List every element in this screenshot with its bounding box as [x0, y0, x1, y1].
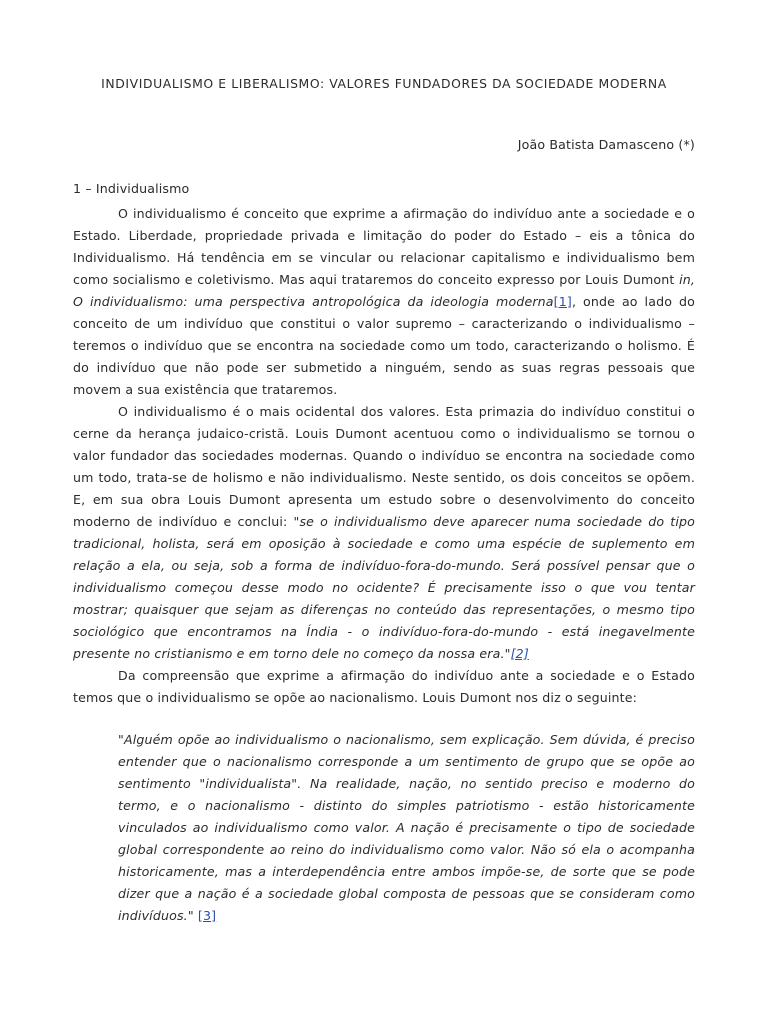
block-quote-paragraph: [118, 729, 695, 927]
footnote-link-2[interactable]: [2]: [510, 646, 529, 661]
inline-quote: "se o individualismo deve aparecer numa sociedade do tipo tradicional, holista, será em oposição à sociedade e como uma espécie de suplemento em relação a ela, ou seja, sob a forma de indivíduo-fora-do-mundo. Será possível pensar que o individualismo começou desse modo no ocidente? É precisamente isso o que vou tentar mostrar; quaisquer que sejam as diferenças no conteúdo das representações, o mesmo tipo sociológico que encontramos na Índia - o indivíduo-fora-do-mundo - está inegavelmente presente no cristianismo e em torno dele no começo da nossa era.": [73, 514, 696, 661]
block-quote: [118, 729, 695, 927]
footnote-link-1[interactable]: [1]: [553, 294, 572, 309]
footnote-link-3[interactable]: [3]: [197, 908, 217, 923]
paragraph-1: [73, 203, 695, 401]
paragraph-1-in: in,: [679, 272, 695, 287]
paragraph-2: [73, 401, 695, 665]
paragraph-3: Da compreensão que exprime a afirmação do indivíduo ante a sociedade e o Estado temos que o individualismo se opõe ao nacionalismo. Louis Dumont nos diz o seguinte:: [73, 668, 695, 705]
block-quote-text: "Alguém opõe ao individualismo o nacionalismo, sem explicação. Sem dúvida, é preciso entender que o nacionalismo corresponde a um sentimento de grupo que se opõe ao sentimento "individualista". Na realidade, nação, no sentido preciso e moderno do termo, e o nacionalismo - distinto do simples patriotismo - estão historicamente vinculados ao individualismo como valor. A nação é precisamente o tipo de sociedade global correspondente ao reino do individualismo como valor. Não só ela o acompanha historicamente, mas a interdependência entre ambos impõe-se, de sorte que se pode dizer que a nação é a sociedade global composta de pessoas que se consideram como indivíduos.": [118, 732, 695, 923]
section-heading: 1 – Individualismo: [73, 181, 190, 196]
body-text: [73, 203, 695, 709]
book-title: O individualismo: uma perspectiva antropológica da ideologia moderna: [73, 294, 554, 309]
author-line: João Batista Damasceno (*): [517, 137, 695, 152]
paragraph-1-text-a: O individualismo é conceito que exprime a afirmação do indivíduo ante a sociedade e o Estado. Liberdade, propriedade privada e limitação do poder do Estado – eis a tônica do Individualismo. Há tendência em se vincular ou relacionar capitalismo e individualismo bem como socialismo e coletivismo. Mas aqui trataremos do conceito expresso por Louis Dumont: [73, 206, 695, 287]
paragraph-1-text-b: , onde ao lado do conceito de um indivíduo que constitui o valor supremo – caracterizando o individualismo – teremos o indivíduo que se encontra na sociedade como um todo, caracterizando o holismo. É do indivíduo que não pode ser submetido a ninguém, sendo as suas regras pessoais que movem a sua existência que trataremos.: [73, 294, 695, 397]
paragraph-2-text: O individualismo é o mais ocidental dos valores. Esta primazia do indivíduo constitui o cerne da herança judaico-cristã. Louis Dumont acentuou como o individualismo se tornou o valor fundador das sociedades modernas. Quando o indivíduo se encontra na sociedade como um todo, trata-se de holismo e não individualismo. Neste sentido, os dois conceitos se opõem. E, em sua obra Louis Dumont apresenta um estudo sobre o desenvolvimento do conceito moderno de indivíduo e conclui:: [73, 404, 695, 529]
document-title: INDIVIDUALISMO E LIBERALISMO: VALORES FUNDADORES DA SOCIEDADE MODERNA: [101, 76, 667, 91]
